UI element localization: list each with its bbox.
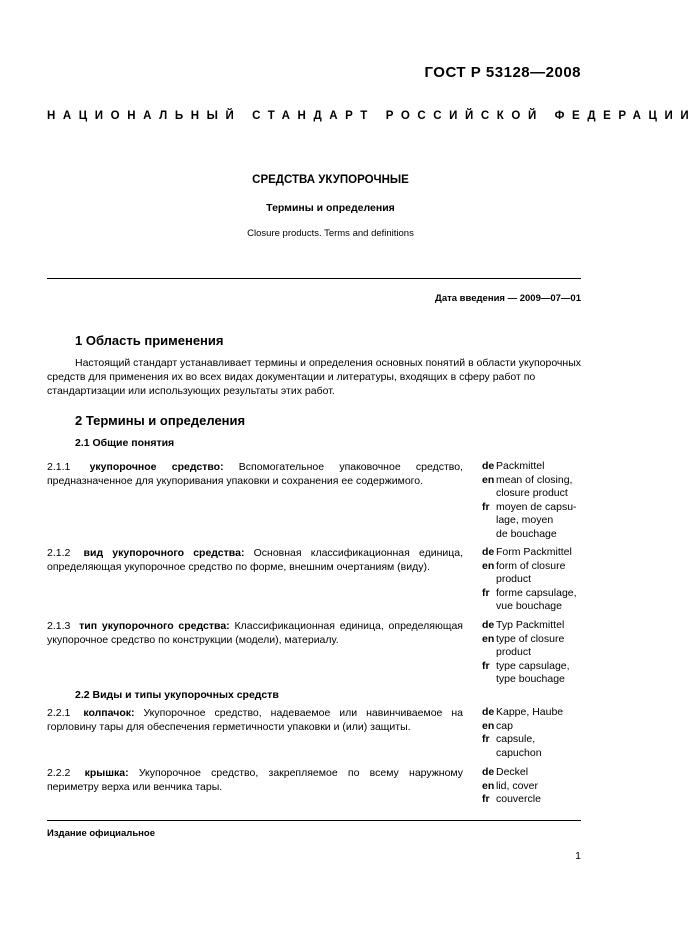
- term-name: вид укупорочного средства:: [83, 547, 245, 559]
- term-entry: [47, 546, 463, 574]
- term-number: 2.1.2: [47, 547, 71, 559]
- equiv-fr-cont: capuchon: [496, 746, 542, 759]
- equiv-en: cap: [496, 719, 513, 732]
- edition-note: Издание официальное: [47, 828, 155, 839]
- term-name: укупорочное средство:: [89, 461, 224, 473]
- equiv-fr: couvercle: [496, 793, 541, 805]
- term-equivalents: de Deckel en lid, cover fr couvercle: [482, 766, 592, 807]
- term-definition: Укупорочное средство, надеваемое или навинчиваемое на горловину тары для обеспечения герметичности упаковки и (или) защиты.: [47, 707, 464, 733]
- document-subtitle: Термины и определения: [266, 202, 395, 214]
- equiv-en: type of closure: [496, 632, 565, 645]
- term-name: колпачок:: [83, 707, 135, 719]
- equiv-fr-cont: lage, moyen: [496, 514, 554, 526]
- term-number: 2.1.3: [47, 620, 71, 632]
- equiv-en-cont: product: [496, 646, 532, 658]
- term-definition: Вспомогательное упаковочное средство, предназначенное для укупоривания упаковки и сохранения ее содержимого.: [47, 461, 463, 487]
- divider: [47, 278, 581, 279]
- equiv-fr-cont: type bouchage: [496, 673, 565, 685]
- equiv-en-cont: product: [496, 573, 532, 585]
- document-code: ГОСТ Р 53128—2008: [424, 64, 581, 81]
- term-name: крышка:: [84, 767, 129, 779]
- equiv-de: Form Packmittel: [496, 546, 572, 558]
- term-entry: [47, 706, 463, 734]
- term-equivalents: de Packmittel en mean of closing, closure product fr moyen de capsu- lage, moyen de bouchage: [482, 460, 592, 541]
- term-equivalents: de Form Packmittel en form of closure product fr forme capsulage, vue bouchage: [482, 546, 592, 614]
- term-equivalents: de Typ Packmittel en type of closure product fr type capsulage, type bouchage: [482, 619, 592, 687]
- section-1-text: Настоящий стандарт устанавливает термины и определения основных понятий в области укупорочных средств для применения их во всех видах документации и литературы, входящих в сферу работ по стандартизации или использующих результаты этих работ.: [47, 357, 581, 397]
- subsection-2-1-heading: 2.1 Общие понятия: [75, 437, 175, 449]
- equiv-fr: type capsulage,: [496, 659, 570, 672]
- document-title: СРЕДСТВА УКУПОРОЧНЫЕ: [252, 174, 409, 186]
- term-number: 2.1.1: [47, 461, 71, 473]
- term-entry: [47, 619, 463, 647]
- page-number: 1: [575, 850, 581, 862]
- equiv-fr-cont: de bouchage: [496, 527, 557, 540]
- term-number: 2.2.1: [47, 707, 71, 719]
- equiv-de: Typ Packmittel: [496, 619, 565, 631]
- term-equivalents: de Kappe, Haube en cap fr capsule, capuchon: [482, 706, 592, 760]
- term-definition: Классификационная единица, определяющая укупорочное средство по конструкции (модели), материалу.: [47, 620, 463, 646]
- equiv-fr: forme capsulage,: [496, 586, 577, 599]
- term-definition: Укупорочное средство, закрепляемое по всему наружному периметру верха или венчика тары.: [47, 767, 464, 793]
- equiv-fr: moyen de capsu-: [496, 500, 577, 513]
- equiv-fr-cont: vue bouchage: [496, 600, 562, 612]
- equiv-de: Packmittel: [496, 460, 545, 472]
- term-entry: [47, 766, 463, 794]
- term-number: 2.2.2: [47, 767, 71, 779]
- national-standard-banner: НАЦИОНАЛЬНЫЙ СТАНДАРТ РОССИЙСКОЙ ФЕДЕРАЦИИ: [47, 110, 696, 122]
- term-entry: [47, 460, 463, 488]
- equiv-de: Kappe, Haube: [496, 706, 564, 718]
- equiv-en: form of closure: [496, 559, 566, 572]
- footer-divider: [47, 820, 581, 821]
- subsection-2-2-heading: 2.2 Виды и типы укупорочных средств: [75, 689, 279, 701]
- equiv-de: Deckel: [496, 766, 529, 778]
- term-definition: Основная классификационная единица, определяющая укупорочное средство по форме, внешним очертаниям (виду).: [47, 547, 463, 573]
- term-name: тип укупорочного средства:: [79, 620, 230, 632]
- equiv-fr: capsule,: [496, 733, 536, 745]
- equiv-en: mean of closing,: [496, 473, 573, 486]
- english-title: Closure products. Terms and definitions: [247, 228, 414, 239]
- section-1-heading: 1 Область применения: [75, 333, 224, 348]
- introduction-date: Дата введения — 2009—07—01: [435, 293, 581, 304]
- equiv-en: lid, cover: [496, 779, 539, 792]
- equiv-en-cont: closure product: [496, 487, 568, 499]
- section-2-heading: 2 Термины и определения: [75, 413, 246, 428]
